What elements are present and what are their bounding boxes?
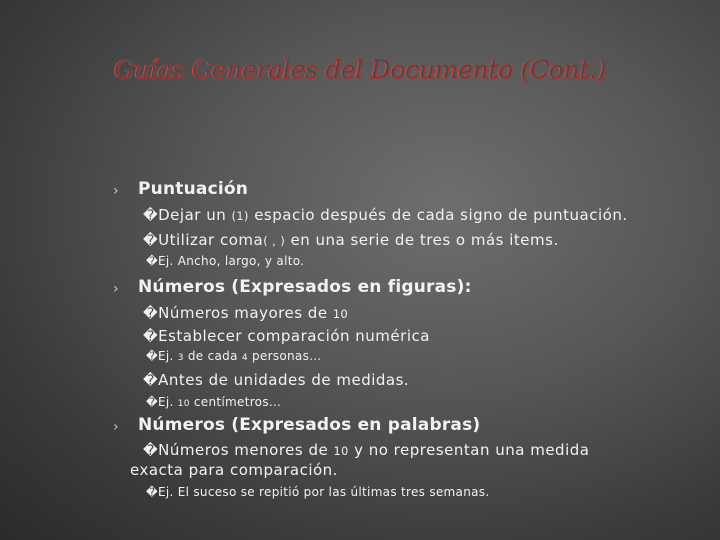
glyph-icon: �: [146, 254, 158, 268]
number: 10: [333, 445, 349, 458]
text: de cada: [183, 349, 242, 363]
text: espacio después de cada signo de puntuación.: [248, 206, 628, 224]
glyph-icon: �: [143, 373, 159, 389]
item-numeros-menores-cont: exacta para comparación.: [130, 461, 338, 479]
text: Ej.: [157, 395, 178, 409]
number: ( , ): [263, 235, 286, 248]
text: Números mayores de: [158, 304, 333, 322]
glyph-icon: �: [146, 349, 158, 363]
slide-title: Guías Generales del Documento (Cont.): [113, 55, 607, 84]
item-utilizar-coma: [143, 231, 559, 249]
item-comparacion: [143, 327, 430, 345]
text: personas…: [247, 349, 322, 363]
level1-bullet-icon: ›: [113, 281, 119, 297]
level1-bullet-icon: ›: [113, 419, 119, 435]
item-numeros-mayores: [143, 304, 348, 322]
text: Establecer comparación numérica: [158, 327, 430, 345]
number: 3: [177, 353, 184, 363]
number: 10: [332, 308, 349, 321]
glyph-icon: �: [143, 443, 159, 459]
text: Ej. El suceso se repitió por las últimas tres semanas.: [157, 485, 490, 499]
text: Utilizar coma: [158, 231, 264, 249]
glyph-icon: �: [143, 306, 159, 322]
glyph-icon: �: [143, 233, 159, 249]
glyph-icon: �: [146, 485, 158, 499]
level1-bullet-icon: ›: [113, 183, 119, 199]
example-centimetros: [146, 395, 281, 409]
number: (1): [231, 210, 249, 223]
text: Números menores de: [158, 441, 334, 459]
number: 4: [241, 353, 248, 363]
heading-numeros-palabras: Números (Expresados en palabras): [138, 415, 481, 435]
text: Dejar un: [158, 206, 232, 224]
number: 10: [177, 399, 190, 409]
text: Ej.: [157, 349, 178, 363]
text: Antes de unidades de medidas.: [158, 371, 410, 389]
item-numeros-menores: [143, 441, 589, 459]
glyph-icon: �: [143, 329, 159, 345]
heading-puntuacion: Puntuación: [138, 179, 249, 199]
text: centímetros…: [189, 395, 282, 409]
example-personas: [146, 349, 321, 363]
heading-numeros-figuras: Números (Expresados en figuras):: [138, 277, 472, 297]
example-ancho: [146, 254, 304, 268]
item-dejar-espacio: [143, 206, 628, 224]
glyph-icon: �: [143, 208, 159, 224]
text: en una serie de tres o más items.: [285, 231, 559, 249]
text: Ej. Ancho, largo, y alto.: [157, 254, 305, 268]
glyph-icon: �: [146, 395, 158, 409]
text: y no representan una medida: [348, 441, 590, 459]
item-unidades-medidas: [143, 371, 409, 389]
example-suceso: [146, 485, 489, 499]
